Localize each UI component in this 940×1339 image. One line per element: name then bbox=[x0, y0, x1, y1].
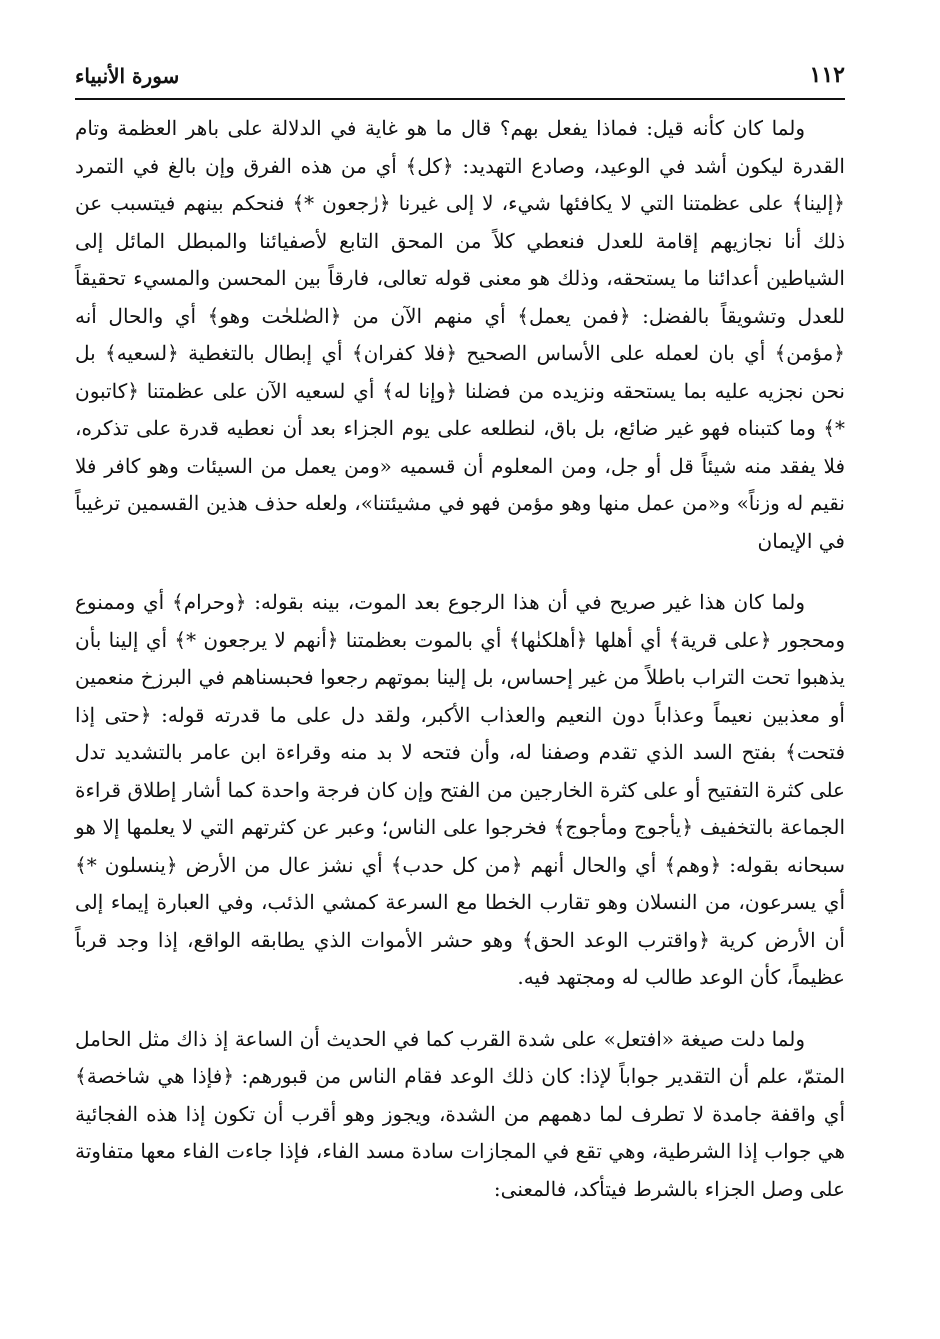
page-header bbox=[75, 58, 845, 96]
paragraph-3 bbox=[75, 1021, 845, 1209]
page-body bbox=[75, 110, 845, 1208]
paragraph-text: ولما كان هذا غير صريح في أن هذا الرجوع بعد الموت، بينه بقوله: ﴿وحرام﴾ أي وممنوع ومحجور ﴿على قرية﴾ أي أهلها ﴿أهلكنٰها﴾ أي بالموت بعظمتنا ﴿أنهم لا يرجعون *﴾ أي إلينا بأن يذهبوا تحت التراب باطلاً من غير إحساس، بل إلينا بموتهم رجعوا فحبسناهم في البرزخ منعمين أو معذبين نعيماً وعذاباً دون النعيم والعذاب الأكبر، ولقد دل على ما قدرته قوله: ﴿حتى إذا فتحت﴾ بفتح السد الذي تقدم وصفنا له، وأن فتحه لا بد منه وقراءة ابن عامر بالتشديد تدل على كثرة التفتيح أو على كثرة الخارجين من الفتح وإن كان فرجة واحدة كما أشار إطلاق قراءة الجماعة بالتخفيف ﴿يأجوج ومأجوج﴾ فخرجوا على الناس؛ وعبر عن كثرتهم التي لا يعلمها إلا هو سبحانه بقوله: ﴿وهم﴾ أي والحال أنهم ﴿من كل حدب﴾ أي نشز عال من الأرض ﴿ينسلون *﴾ أي يسرعون، من النسلان وهو تقارب الخطا مع السرعة كمشي الذئب، وفي العبارة إيماء إلى أن الأرض كرية ﴿واقترب الوعد الحق﴾ وهو حشر الأموات الذي يطابقه الواقع، إذا وجد قرباً عظيماً، كأن الوعد طالب له ومجتهد فيه. bbox=[75, 590, 845, 989]
surah-title: سورة الأنبياء bbox=[75, 64, 180, 88]
paragraph-text: ولما كان كأنه قيل: فماذا يفعل بهم؟ قال ما هو غاية في الدلالة على باهر العظمة وتام القدرة ليكون أشد في الوعيد، وصادع التهديد: ﴿كل﴾ أي من هذه الفرق وإن بالغ في التمرد ﴿إلينا﴾ على عظمتنا التي لا يكافئها شيء، لا إلى غيرنا ﴿رٰجعون *﴾ فنحكم بينهم فيتسبب عن ذلك أنا نجازيهم إقامة للعدل فنعطي كلاً من المحق التابع لأصفيائنا والمبطل المائل إلى الشياطين أعدائنا ما يستحقه، وذلك هو معنى قوله تعالى، فارقاً بين المحسن والمسيء تحقيقاً للعدل وتشويقاً بالفضل: ﴿فمن يعمل﴾ أي منهم الآن من ﴿الصٰلحٰت وهو﴾ أي والحال أنه ﴿مؤمن﴾ أي بان لعمله على الأساس الصحيح ﴿فلا كفران﴾ أي إبطال بالتغطية ﴿لسعيه﴾ بل نحن نجزيه عليه بما يستحقه ونزيده من فضلنا ﴿وإنا له﴾ أي لسعيه الآن على عظمتنا ﴿كاتبون *﴾ وما كتبناه فهو غير ضائع، بل باق، لنطلعه على يوم الجزاء بعد أن نعطيه قدرة على تذكره، فلا يفقد منه شيئاً قل أو جل، ومن المعلوم أن قسميه «ومن يعمل من السيئات وهو كافر فلا نقيم له وزناً» و«من عمل منها وهو مؤمن فهو في مشيئتنا»، ولعله حذف هذين القسمين ترغيباً في الإيمان bbox=[75, 116, 845, 553]
paragraph-text: ولما دلت صيغة «افتعل» على شدة القرب كما في الحديث أن الساعة إذ ذاك مثل الحامل المتمّ، علم أن التقدير جواباً لإذا: كان ذلك الوعد فقام الناس من قبورهم: ﴿فإذا هي شاخصة﴾ أي واقفة جامدة لا تطرف لما دهمهم من الشدة، ويجوز وهو أقرب أن تكون إذا هذه الفجائية هي جواب إذا الشرطية، وهي تقع في المجازات سادة مسد الفاء، فإذا جاءت الفاء معها متفاوتة على وصل الجزاء بالشرط فيتأكد، فالمعنى: bbox=[75, 1026, 845, 1201]
page-number: ١١٢ bbox=[809, 62, 845, 88]
header-divider bbox=[75, 98, 845, 100]
paragraph-1 bbox=[75, 110, 845, 560]
paragraph-2 bbox=[75, 584, 845, 997]
